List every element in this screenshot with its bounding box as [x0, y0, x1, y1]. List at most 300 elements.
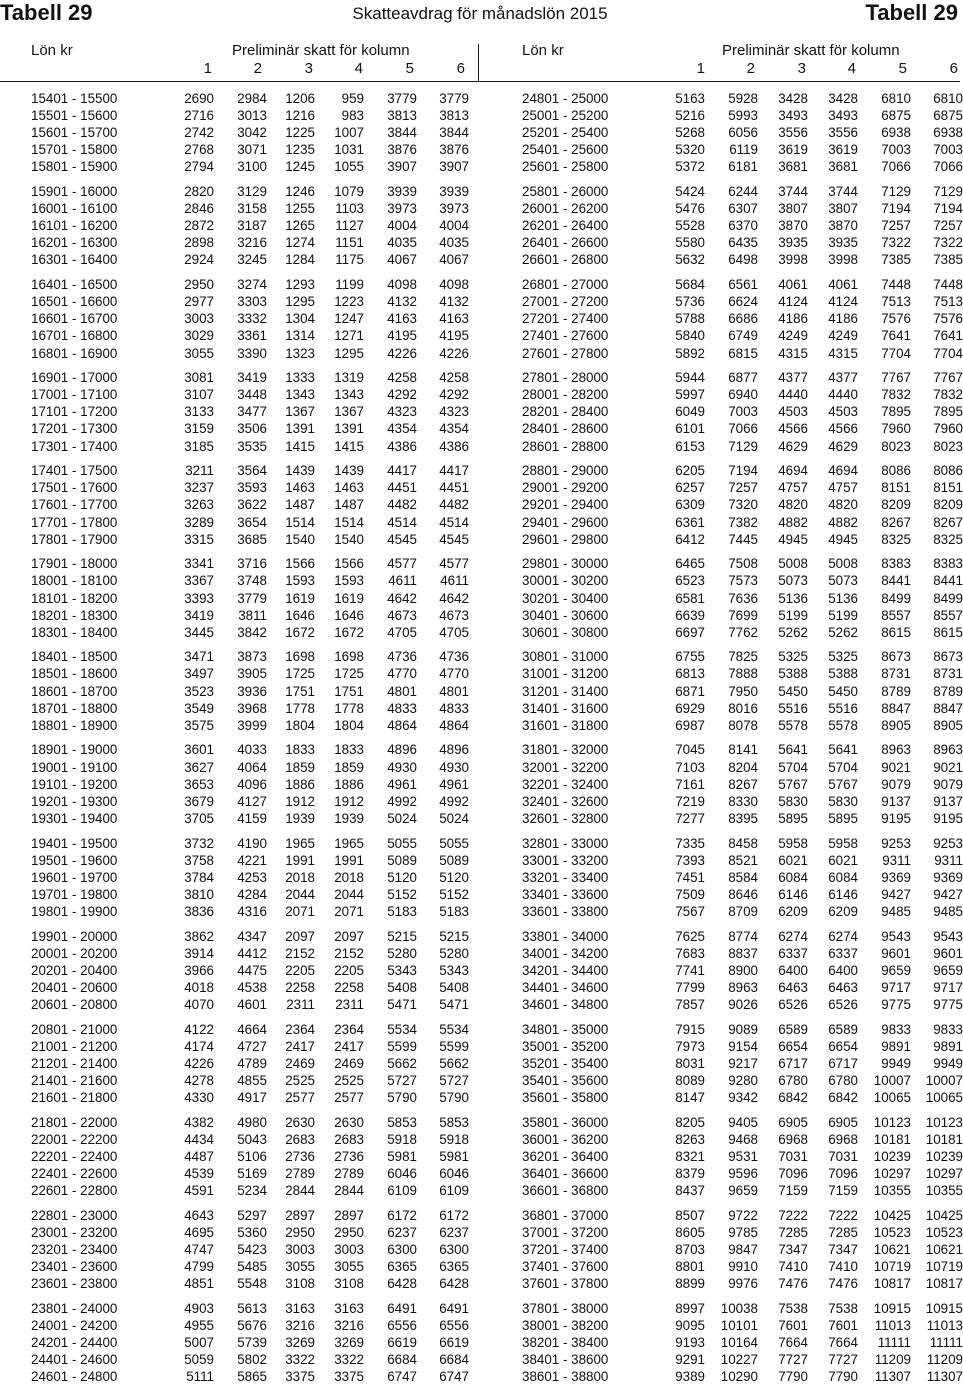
table-row [522, 293, 963, 310]
tax-value-col-5: 5120 [387, 869, 417, 885]
tax-value-col-3: 1593 [285, 573, 315, 589]
income-range: 21601 - 21800 [31, 1090, 118, 1105]
tax-value-col-5: 8441 [881, 573, 911, 589]
tax-value-col-6: 9195 [933, 810, 963, 826]
tax-value-col-4: 6146 [828, 886, 858, 902]
tax-value-col-4: 3681 [828, 159, 858, 175]
table-row [31, 945, 469, 962]
tax-value-col-4: 6526 [828, 996, 858, 1012]
income-range: 17401 - 17500 [31, 463, 118, 479]
tax-value-col-2: 3685 [237, 531, 267, 547]
tax-value-col-5: 7322 [881, 235, 911, 251]
tax-value-col-4: 4124 [828, 294, 858, 310]
tax-value-col-1: 7103 [675, 759, 705, 775]
tax-value-col-6: 5343 [439, 962, 469, 978]
tax-value-col-6: 4163 [439, 311, 469, 327]
tax-value-col-6: 10123 [925, 1114, 963, 1130]
tax-value-col-4: 2364 [334, 1021, 364, 1037]
table-row [522, 945, 963, 962]
tax-value-col-1: 4278 [184, 1072, 214, 1088]
tax-value-col-5: 5152 [387, 886, 417, 902]
tax-value-col-2: 9154 [728, 1038, 758, 1054]
tax-value-col-3: 1463 [285, 480, 315, 496]
tax-value-col-4: 7664 [828, 1335, 858, 1350]
income-range: 34801 - 35000 [522, 1021, 609, 1037]
row-group [522, 648, 963, 733]
income-range: 23001 - 23200 [31, 1224, 118, 1240]
tax-value-col-3: 4820 [778, 497, 808, 513]
tax-value-col-6: 4705 [439, 624, 469, 640]
tax-value-col-6: 8963 [933, 742, 963, 758]
table-row [522, 835, 963, 852]
tax-value-col-4: 6209 [828, 903, 858, 919]
tax-value-col-6: 9369 [933, 869, 963, 885]
tax-value-col-2: 4917 [237, 1090, 267, 1105]
income-range: 15401 - 15500 [31, 91, 118, 106]
table-row [522, 496, 963, 513]
tax-value-col-3: 4249 [778, 328, 808, 344]
table-row [31, 607, 469, 624]
income-range: 15801 - 15900 [31, 159, 118, 175]
tax-value-col-6: 6810 [933, 91, 963, 106]
tax-value-col-3: 5073 [778, 573, 808, 589]
income-range: 31601 - 31800 [522, 717, 609, 733]
tax-value-col-4: 2897 [334, 1207, 364, 1223]
tax-value-col-1: 3653 [184, 776, 214, 792]
income-range: 15901 - 16000 [31, 184, 118, 200]
income-range: 38001 - 38200 [522, 1317, 609, 1333]
income-range: 17201 - 17300 [31, 421, 118, 437]
tax-value-col-3: 4694 [778, 463, 808, 479]
tax-value-col-4: 1886 [334, 776, 364, 792]
tax-value-col-3: 1314 [285, 328, 315, 344]
tax-value-col-1: 5424 [675, 184, 705, 200]
tax-value-col-6: 4545 [439, 531, 469, 547]
row-group [31, 928, 469, 1013]
tax-value-col-6: 11111 [929, 1335, 963, 1350]
tax-value-col-4: 4377 [828, 370, 858, 386]
tax-value-col-3: 1255 [285, 201, 315, 217]
tax-value-col-6: 7576 [933, 311, 963, 327]
tax-value-col-4: 4882 [828, 514, 858, 530]
income-range: 27001 - 27200 [522, 294, 609, 310]
tax-value-col-5: 7513 [881, 294, 911, 310]
tax-value-col-3: 1439 [285, 463, 315, 479]
table-row [522, 759, 963, 776]
tax-value-col-3: 4566 [778, 421, 808, 437]
income-range: 17101 - 17200 [31, 404, 118, 420]
row-group [522, 1114, 963, 1199]
tax-value-col-4: 5073 [828, 573, 858, 589]
tax-value-col-2: 6498 [728, 252, 758, 268]
tax-value-col-1: 8205 [675, 1114, 705, 1130]
tax-value-col-1: 3133 [184, 404, 214, 420]
income-range: 27601 - 27800 [522, 345, 609, 361]
tax-value-col-5: 7129 [881, 184, 911, 200]
tax-value-col-3: 6717 [778, 1055, 808, 1071]
table-row [31, 158, 469, 175]
tax-value-col-3: 2525 [285, 1072, 315, 1088]
income-range: 35801 - 36000 [522, 1114, 609, 1130]
tax-value-col-1: 6929 [675, 700, 705, 716]
tax-value-col-4: 1859 [334, 759, 364, 775]
table-row [31, 793, 469, 810]
page-title-right: Tabell 29 [865, 0, 958, 25]
table-row [31, 438, 469, 455]
tax-value-col-4: 3998 [828, 252, 858, 268]
tax-value-col-2: 8395 [728, 810, 758, 826]
row-group [31, 183, 469, 268]
tax-value-col-2: 4033 [237, 742, 267, 758]
tax-value-col-5: 5408 [387, 979, 417, 995]
tax-value-col-6: 4258 [439, 370, 469, 386]
tax-value-col-4: 3556 [828, 125, 858, 141]
tax-value-col-2: 4855 [237, 1072, 267, 1088]
tax-value-col-4: 4186 [828, 311, 858, 327]
tax-value-col-6: 8905 [933, 717, 963, 733]
income-range: 37401 - 37600 [522, 1259, 609, 1275]
tax-value-col-1: 6813 [675, 666, 705, 682]
tax-value-col-2: 5485 [237, 1259, 267, 1275]
tax-value-col-3: 1274 [285, 235, 315, 251]
tax-value-col-2: 9531 [728, 1148, 758, 1164]
tax-value-col-4: 3493 [828, 108, 858, 124]
tax-value-col-3: 7159 [778, 1183, 808, 1199]
tax-value-col-5: 8023 [881, 438, 911, 454]
income-range: 17301 - 17400 [31, 438, 118, 454]
income-range: 19801 - 19900 [31, 903, 118, 919]
tax-value-col-4: 1939 [334, 810, 364, 826]
income-range: 23401 - 23600 [31, 1259, 118, 1275]
tax-value-col-2: 7445 [728, 531, 758, 547]
tax-value-col-1: 3211 [185, 463, 214, 479]
table-row [31, 810, 469, 827]
tax-value-col-6: 8499 [933, 590, 963, 606]
tax-value-col-2: 6370 [728, 218, 758, 234]
tax-value-col-5: 9021 [881, 759, 911, 775]
tax-value-col-1: 8605 [675, 1224, 705, 1240]
tax-value-col-5: 9543 [881, 928, 911, 944]
tax-value-col-6: 4292 [439, 387, 469, 403]
tax-value-col-6: 6491 [439, 1300, 469, 1316]
income-range: 19901 - 20000 [31, 928, 118, 944]
income-range: 32401 - 32600 [522, 793, 609, 809]
tax-value-col-5: 11111 [877, 1335, 911, 1350]
tax-value-col-5: 9195 [881, 810, 911, 826]
tax-value-col-2: 4789 [237, 1055, 267, 1071]
table-row [522, 810, 963, 827]
tax-value-col-6: 5152 [439, 886, 469, 902]
table-row [522, 1131, 963, 1148]
tax-value-col-2: 4316 [237, 903, 267, 919]
tax-value-col-2: 3448 [237, 387, 267, 403]
tax-value-col-1: 6639 [675, 607, 705, 623]
tax-value-col-5: 7194 [881, 201, 911, 217]
tax-value-col-3: 6780 [778, 1072, 808, 1088]
tax-value-col-4: 1079 [334, 184, 364, 200]
table-row [522, 234, 963, 251]
tax-value-col-6: 10621 [925, 1241, 963, 1257]
tax-value-col-6: 4611 [440, 573, 469, 589]
income-range: 20001 - 20200 [31, 945, 118, 961]
tax-value-col-2: 6056 [728, 125, 758, 141]
tax-value-col-5: 4801 [387, 683, 417, 699]
table-row [522, 369, 963, 386]
table-row [31, 107, 469, 124]
tax-value-col-5: 5343 [387, 962, 417, 978]
tax-value-col-3: 2736 [285, 1148, 315, 1164]
tax-value-col-6: 4035 [439, 235, 469, 251]
tax-value-col-1: 3081 [184, 370, 214, 386]
tax-value-col-4: 5895 [828, 810, 858, 826]
tax-value-col-4: 3216 [334, 1317, 364, 1333]
tax-value-col-1: 5059 [184, 1352, 214, 1368]
table-row [31, 1038, 469, 1055]
tax-value-col-5: 8267 [881, 514, 911, 530]
tax-value-col-5: 3779 [387, 91, 417, 106]
table-row [31, 665, 469, 682]
income-range: 17501 - 17600 [31, 480, 118, 496]
tax-value-col-4: 5450 [828, 683, 858, 699]
tax-value-col-5: 5024 [387, 810, 417, 826]
tax-value-col-4: 1751 [334, 683, 364, 699]
tax-value-col-3: 7727 [778, 1352, 808, 1368]
row-group [522, 183, 963, 268]
tax-value-col-1: 5163 [675, 91, 705, 106]
tax-value-col-6: 8209 [933, 497, 963, 513]
income-range: 19701 - 19800 [31, 886, 118, 902]
tax-value-col-2: 9847 [728, 1241, 758, 1257]
tax-value-col-3: 7664 [778, 1335, 808, 1350]
table-row [31, 1165, 469, 1182]
tax-value-col-5: 6556 [387, 1317, 417, 1333]
row-group [31, 462, 469, 547]
tax-value-col-4: 1367 [334, 404, 364, 420]
tax-value-col-6: 11013 [926, 1317, 963, 1333]
tax-value-col-6: 8151 [933, 480, 963, 496]
tax-value-col-2: 3129 [237, 184, 267, 200]
income-range: 26601 - 26800 [522, 252, 609, 268]
tax-value-col-5: 4258 [387, 370, 417, 386]
tax-value-col-2: 4538 [237, 979, 267, 995]
row-group [522, 835, 963, 920]
income-range: 26801 - 27000 [522, 277, 609, 293]
row-group [522, 1021, 963, 1106]
tax-value-col-4: 1055 [334, 159, 364, 175]
table-row [31, 251, 469, 268]
table-row [522, 107, 963, 124]
column-number-left-6: 6 [456, 60, 465, 77]
tax-value-col-6: 5981 [439, 1148, 469, 1164]
tax-value-col-6: 9659 [933, 962, 963, 978]
tax-value-col-1: 8437 [675, 1183, 705, 1199]
tax-value-col-4: 6654 [828, 1038, 858, 1054]
tax-value-col-2: 4412 [237, 945, 267, 961]
tax-value-col-4: 4694 [828, 463, 858, 479]
tax-value-col-1: 3471 [184, 649, 214, 665]
tax-value-col-1: 5528 [675, 218, 705, 234]
income-range: 19301 - 19400 [31, 810, 118, 826]
tax-value-col-5: 4833 [387, 700, 417, 716]
tax-value-col-2: 3873 [237, 649, 267, 665]
tax-value-col-4: 3935 [828, 235, 858, 251]
tax-value-col-1: 8263 [675, 1131, 705, 1147]
table-row [31, 869, 469, 886]
column-number-right-1: 1 [696, 60, 705, 77]
tax-value-col-6: 4642 [439, 590, 469, 606]
table-row [522, 1055, 963, 1072]
tax-value-col-6: 5727 [439, 1072, 469, 1088]
tax-value-col-5: 4098 [387, 277, 417, 293]
table-row [31, 852, 469, 869]
tax-value-col-1: 2716 [184, 108, 214, 124]
income-range: 33401 - 33600 [522, 886, 609, 902]
tax-value-col-2: 4347 [237, 928, 267, 944]
tax-value-col-6: 4770 [439, 666, 469, 682]
tax-value-col-6: 7767 [933, 370, 963, 386]
tax-value-col-5: 9717 [881, 979, 911, 995]
tax-value-col-5: 8151 [881, 480, 911, 496]
tax-value-col-2: 4475 [237, 962, 267, 978]
tax-value-col-1: 9193 [675, 1335, 705, 1350]
tax-value-col-6: 7641 [933, 328, 963, 344]
tax-value-col-1: 8801 [675, 1259, 705, 1275]
table-row [522, 531, 963, 548]
table-row [522, 1241, 963, 1258]
tax-value-col-6: 4132 [439, 294, 469, 310]
tax-value-col-2: 9468 [728, 1131, 758, 1147]
tax-value-col-3: 4945 [778, 531, 808, 547]
tax-value-col-5: 4642 [387, 590, 417, 606]
tax-value-col-3: 7538 [778, 1300, 808, 1316]
tax-value-col-1: 3627 [184, 759, 214, 775]
tax-value-col-2: 4221 [237, 852, 267, 868]
tax-value-col-5: 5918 [387, 1131, 417, 1147]
page-subtitle: Skatteavdrag för månadslön 2015 [352, 4, 608, 23]
tax-value-col-6: 3813 [439, 108, 469, 124]
tax-value-col-5: 7257 [881, 218, 911, 234]
tax-value-col-3: 5450 [778, 683, 808, 699]
tax-value-col-5: 8789 [881, 683, 911, 699]
column-number-left-2: 2 [253, 60, 262, 77]
table-row [31, 1182, 469, 1199]
tax-value-col-3: 1343 [285, 387, 315, 403]
tax-value-col-6: 8731 [933, 666, 963, 682]
tax-value-col-4: 3375 [334, 1369, 364, 1385]
table-row [31, 590, 469, 607]
tax-value-col-1: 4591 [184, 1183, 214, 1199]
tax-value-col-3: 1672 [285, 624, 315, 640]
table-row [522, 1368, 963, 1385]
income-range: 31801 - 32000 [522, 742, 609, 758]
tax-value-col-1: 5632 [675, 252, 705, 268]
income-range: 32201 - 32400 [522, 776, 609, 792]
tax-value-col-4: 1991 [334, 852, 364, 868]
table-row [522, 1182, 963, 1199]
tax-value-col-2: 6749 [728, 328, 758, 344]
tax-value-col-4: 1391 [334, 421, 364, 437]
income-range: 16901 - 17000 [31, 370, 118, 386]
tax-value-col-2: 8774 [728, 928, 758, 944]
tax-value-col-1: 5840 [675, 328, 705, 344]
tax-value-col-6: 10523 [925, 1224, 963, 1240]
tax-value-col-2: 9280 [728, 1072, 758, 1088]
tax-value-col-2: 3564 [237, 463, 267, 479]
tax-value-col-1: 9389 [675, 1369, 705, 1385]
income-range: 15601 - 15700 [31, 125, 118, 141]
tax-value-col-6: 9543 [933, 928, 963, 944]
tax-value-col-5: 7704 [881, 345, 911, 361]
tax-value-col-1: 3914 [184, 945, 214, 961]
tax-value-col-2: 3654 [237, 514, 267, 530]
tax-value-col-5: 9311 [882, 852, 911, 868]
table-row [31, 700, 469, 717]
tax-value-col-3: 7285 [778, 1224, 808, 1240]
tax-value-col-6: 5055 [439, 835, 469, 851]
column-number-right-3: 3 [797, 60, 806, 77]
tax-value-col-4: 2630 [334, 1114, 364, 1130]
row-group [522, 1300, 963, 1385]
column-number-right-4: 4 [847, 60, 856, 77]
tax-value-col-2: 5234 [237, 1183, 267, 1199]
tax-value-col-5: 8383 [881, 556, 911, 572]
income-range: 16301 - 16400 [31, 252, 118, 268]
table-row [522, 979, 963, 996]
tax-value-col-3: 1939 [285, 810, 315, 826]
income-range: 29601 - 29800 [522, 531, 609, 547]
tax-value-col-1: 3784 [184, 869, 214, 885]
tax-value-col-2: 3999 [237, 717, 267, 733]
table-row [31, 276, 469, 293]
tax-value-col-4: 3055 [334, 1259, 364, 1275]
tax-value-col-5: 8325 [881, 531, 911, 547]
tax-value-col-5: 8731 [881, 666, 911, 682]
tax-value-col-1: 6049 [675, 404, 705, 420]
tax-value-col-1: 3107 [184, 387, 214, 403]
tax-value-col-2: 4096 [237, 776, 267, 792]
tax-value-col-5: 10007 [873, 1072, 911, 1088]
tax-value-col-4: 6400 [828, 962, 858, 978]
tax-value-col-6: 4354 [439, 421, 469, 437]
tax-value-col-4: 7601 [828, 1317, 858, 1333]
tax-value-col-6: 9717 [933, 979, 963, 995]
tax-value-col-4: 2577 [334, 1090, 364, 1105]
table-row [31, 1258, 469, 1275]
tax-value-col-4: 1965 [334, 835, 364, 851]
tax-value-col-1: 7741 [675, 962, 705, 978]
tax-value-col-5: 4386 [387, 438, 417, 454]
income-range: 38601 - 38800 [522, 1369, 609, 1385]
tax-value-col-4: 1619 [334, 590, 364, 606]
income-range: 20401 - 20600 [31, 979, 118, 995]
table-row [522, 683, 963, 700]
tax-value-col-6: 10817 [925, 1276, 963, 1292]
tax-value-col-4: 5516 [828, 700, 858, 716]
table-row [522, 852, 963, 869]
tax-value-col-5: 3907 [387, 159, 417, 175]
tax-value-col-5: 4930 [387, 759, 417, 775]
table-row [522, 1224, 963, 1241]
tax-value-col-3: 3556 [778, 125, 808, 141]
tax-value-col-5: 6810 [881, 91, 911, 106]
tax-value-col-5: 4896 [387, 742, 417, 758]
tax-value-col-3: 2897 [285, 1207, 315, 1223]
tax-value-col-6: 4067 [439, 252, 469, 268]
tax-value-col-2: 7825 [728, 649, 758, 665]
tax-value-col-3: 2311 [286, 996, 315, 1012]
table-row [522, 717, 963, 734]
table-row [31, 234, 469, 251]
